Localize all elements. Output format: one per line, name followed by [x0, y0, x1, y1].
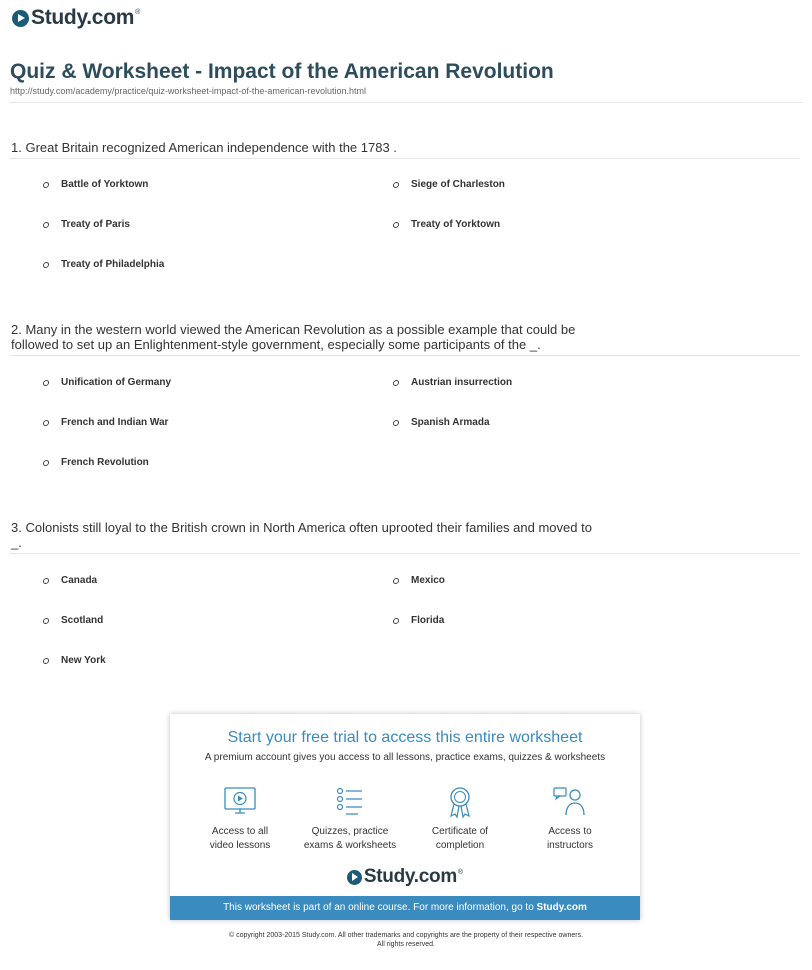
instructor-icon	[552, 784, 588, 820]
question-1-text: 1. Great Britain recognized American independence with the 1783 .	[11, 140, 397, 155]
radio-icon[interactable]	[42, 618, 49, 624]
q2-option-spanish-armada[interactable]: Spanish Armada	[393, 417, 490, 428]
q2-option-french-and-indian-war[interactable]: French and Indian War	[43, 417, 168, 428]
question-divider	[10, 158, 800, 159]
radio-icon[interactable]	[42, 182, 49, 188]
studycom-link[interactable]: Study.com	[536, 902, 587, 913]
q3-option-canada[interactable]: Canada	[43, 575, 97, 586]
q2-option-french-revolution[interactable]: French Revolution	[43, 457, 149, 468]
question-3-text-line1: 3. Colonists still loyal to the British crown in North America often uprooted their families and moved to	[11, 520, 592, 535]
question-3-text-line2: _.	[11, 535, 22, 550]
question-2	[10, 322, 800, 356]
feature-certificate: Certificate of completion	[405, 784, 515, 853]
free-trial-promo	[170, 714, 640, 920]
radio-icon[interactable]	[42, 578, 49, 584]
page-url[interactable]: http://study.com/academy/practice/quiz-worksheet-impact-of-the-american-revolution.html	[10, 86, 366, 96]
question-divider	[10, 553, 800, 554]
play-logo-icon	[347, 870, 362, 885]
radio-icon[interactable]	[392, 420, 399, 426]
promo-info-bar: This worksheet is part of an online course. For more information, go to Study.com	[170, 896, 640, 920]
q3-option-florida[interactable]: Florida	[393, 615, 444, 626]
page-title: Quiz & Worksheet - Impact of the American Revolution	[10, 60, 554, 83]
q1-option-treaty-of-philadelphia[interactable]: Treaty of Philadelphia	[43, 259, 164, 270]
q3-option-scotland[interactable]: Scotland	[43, 615, 103, 626]
q1-option-treaty-of-yorktown[interactable]: Treaty of Yorktown	[393, 219, 500, 230]
trademark-symbol: ®	[135, 9, 141, 16]
question-2-text-line1: 2. Many in the western world viewed the American Revolution as a possible example that could be	[11, 322, 576, 337]
radio-icon[interactable]	[42, 658, 49, 664]
studycom-logo[interactable]	[12, 6, 140, 30]
question-1	[10, 140, 800, 159]
radio-icon[interactable]	[392, 618, 399, 624]
q1-option-treaty-of-paris[interactable]: Treaty of Paris	[43, 219, 130, 230]
radio-icon[interactable]	[42, 380, 49, 386]
radio-icon[interactable]	[42, 222, 49, 228]
quiz-list-icon	[332, 784, 368, 820]
q2-option-austrian-insurrection[interactable]: Austrian insurrection	[393, 377, 512, 388]
play-logo-icon	[12, 10, 29, 27]
radio-icon[interactable]	[42, 262, 49, 268]
q3-option-new-york[interactable]: New York	[43, 655, 106, 666]
feature-video-lessons: Access to all video lessons	[185, 784, 295, 853]
question-divider	[10, 355, 800, 356]
question-3	[10, 520, 800, 554]
q3-option-mexico[interactable]: Mexico	[393, 575, 445, 586]
video-lesson-icon	[222, 784, 258, 820]
copyright-footer: © copyright 2003-2015 Study.com. All other trademarks and copyrights are the property of their respective owners. All rights reserved.	[228, 932, 584, 948]
radio-icon[interactable]	[392, 380, 399, 386]
header-divider	[10, 102, 802, 103]
radio-icon[interactable]	[42, 420, 49, 426]
promo-studycom-logo[interactable]: Study.com ®	[170, 866, 640, 888]
radio-icon[interactable]	[392, 182, 399, 188]
promo-title[interactable]: Start your free trial to access this entire worksheet	[227, 729, 583, 746]
radio-icon[interactable]	[42, 460, 49, 466]
q1-option-battle-of-yorktown[interactable]: Battle of Yorktown	[43, 179, 148, 190]
q1-option-siege-of-charleston[interactable]: Siege of Charleston	[393, 179, 505, 190]
feature-instructors: Access to instructors	[515, 784, 625, 853]
radio-icon[interactable]	[392, 222, 399, 228]
radio-icon[interactable]	[392, 578, 399, 584]
promo-subtitle: A premium account gives you access to all lessons, practice exams, quizzes & worksheets	[204, 752, 606, 763]
certificate-icon	[442, 784, 478, 820]
logo-text: Study.com	[31, 6, 135, 29]
question-2-text-line2: followed to set up an Enlightenment-style government, especially some participants of the _.	[11, 337, 541, 352]
feature-quizzes: Quizzes, practice exams & worksheets	[295, 784, 405, 853]
q2-option-unification-of-germany[interactable]: Unification of Germany	[43, 377, 171, 388]
